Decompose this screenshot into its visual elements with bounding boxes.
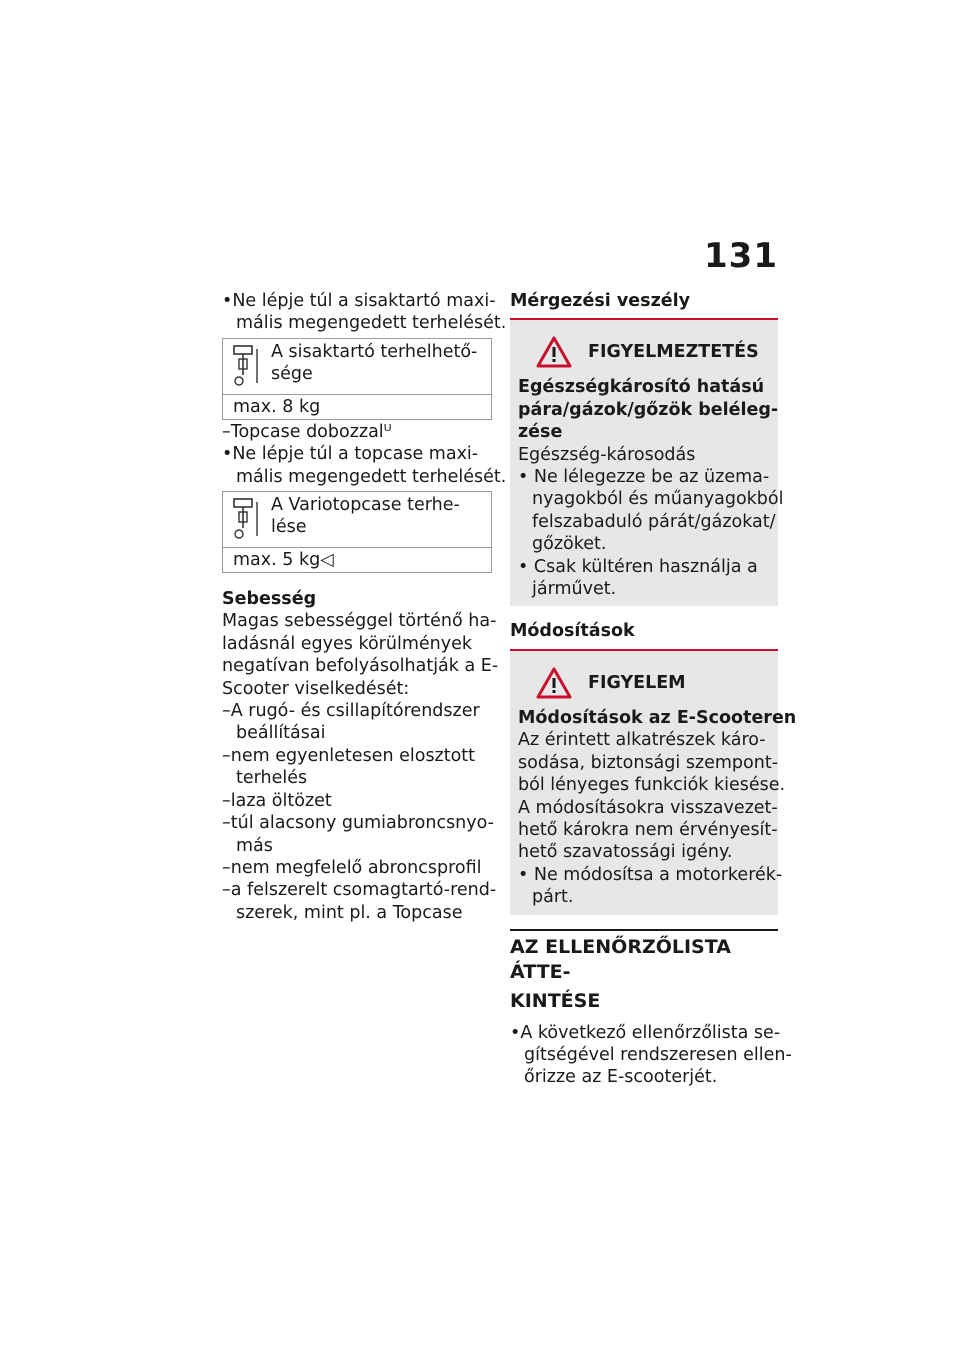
spec-table-topcase	[222, 491, 492, 573]
caution-text: A módosításokra visszavezet-	[518, 797, 778, 818]
dash-item: –túl alacsony gumiabroncsnyo-	[222, 813, 494, 834]
modifications-heading: Módosítások	[510, 621, 635, 642]
caution-text: ból lényeges funkciók kiesése.	[518, 775, 786, 796]
warning-bullet: • Csak kültéren használja a	[518, 556, 758, 577]
caution-bullet: • Ne módosítsa a motorkerék-	[518, 864, 783, 885]
spec-value: max. 5 kg◁	[233, 550, 334, 571]
right-column	[510, 290, 797, 1089]
spec-label: sége	[271, 364, 313, 385]
dash-item: –A rugó- és csillapítórendszer	[222, 701, 480, 722]
dash-item: más	[236, 835, 273, 856]
warning-triangle-icon	[536, 667, 572, 699]
bullet-line: mális megengedett terhelését.	[236, 313, 507, 334]
text-line: ladásnál egyes körülmények	[222, 633, 472, 654]
dash-item: beállításai	[236, 723, 326, 744]
caution-panel	[510, 651, 797, 915]
spec-label: lése	[271, 517, 307, 538]
spec-label: A Variotopcase terhe-	[271, 495, 460, 516]
warning-bullet: járművet.	[532, 579, 617, 600]
caution-text: sodása, biztonsági szempont-	[518, 752, 779, 773]
text-line: negatívan befolyásolhatják a E-	[222, 656, 499, 677]
dash-item: –laza öltözet	[222, 790, 332, 811]
dash-item: szerek, mint pl. a Topcase	[236, 902, 463, 923]
warning-text: Egészség-károsodás	[518, 444, 696, 465]
final-bullet: gítségével rendszeresen ellen-	[524, 1044, 792, 1065]
warning-bullet: gőzöket.	[532, 534, 607, 555]
dash-line: –Topcase dobozzalᵁ	[222, 421, 392, 442]
dash-item: –a felszerelt csomagtartó-rend-	[222, 880, 497, 901]
speed-heading: Sebesség	[222, 589, 317, 610]
caution-text: hető károkra nem érvényesít-	[518, 819, 778, 840]
section-title: AZ ELLENŐRZŐLISTA ÁTTE-	[510, 935, 731, 983]
final-bullet: •A következő ellenőrzőlista se-	[510, 1022, 781, 1043]
warning-panel	[510, 320, 784, 606]
caution-text: hető szavatossági igény.	[518, 842, 733, 863]
topcase-load-icon	[223, 492, 271, 547]
section-title: KINTÉSE	[510, 989, 601, 1012]
helmet-holder-icon	[223, 339, 271, 394]
final-bullet: őrizze az E-scooterjét.	[524, 1067, 718, 1088]
bullet-line: •Ne lépje túl a sisaktartó maxi-	[222, 291, 496, 311]
warning-title: FIGYELMEZTETÉS	[588, 342, 759, 363]
warning-triangle-icon	[536, 336, 572, 368]
spec-label: A sisaktartó terhelhető-	[271, 341, 478, 362]
warning-bold: zése	[518, 422, 563, 443]
warning-bold: pára/gázok/gőzök beléleg-	[518, 399, 779, 420]
caution-bold: Módosítások az E-Scooteren	[518, 707, 797, 728]
dash-item: –nem egyenletesen elosztott	[222, 745, 476, 766]
warning-bullet: • Ne lélegezze be az üzema-	[518, 467, 770, 488]
text-line: Scooter viselkedését:	[222, 678, 410, 699]
page-number: 131	[704, 236, 778, 276]
warning-bold: Egészségkárosító hatású	[518, 377, 765, 398]
dash-item: –nem megfelelő abroncsprofil	[222, 857, 482, 878]
bullet-line: •Ne lépje túl a topcase maxi-	[222, 444, 479, 465]
caution-bullet: párt.	[532, 887, 574, 908]
text-line: Magas sebességgel történő ha-	[222, 611, 497, 632]
poison-heading: Mérgezési veszély	[510, 291, 691, 311]
caution-text: Az érintett alkatrészek káro-	[518, 730, 766, 751]
warning-bullet: felszabaduló párát/gázokat/	[532, 511, 776, 532]
warning-bullet: nyagokból és műanyagokból	[532, 489, 784, 510]
caution-title: FIGYELEM	[588, 672, 686, 693]
section-divider	[510, 929, 778, 931]
left-column	[222, 290, 507, 924]
bullet-line: mális megengedett terhelését.	[236, 466, 507, 487]
spec-value: max. 8 kg	[233, 396, 321, 417]
spec-table-helmet	[222, 338, 492, 420]
dash-item: terhelés	[236, 768, 308, 789]
